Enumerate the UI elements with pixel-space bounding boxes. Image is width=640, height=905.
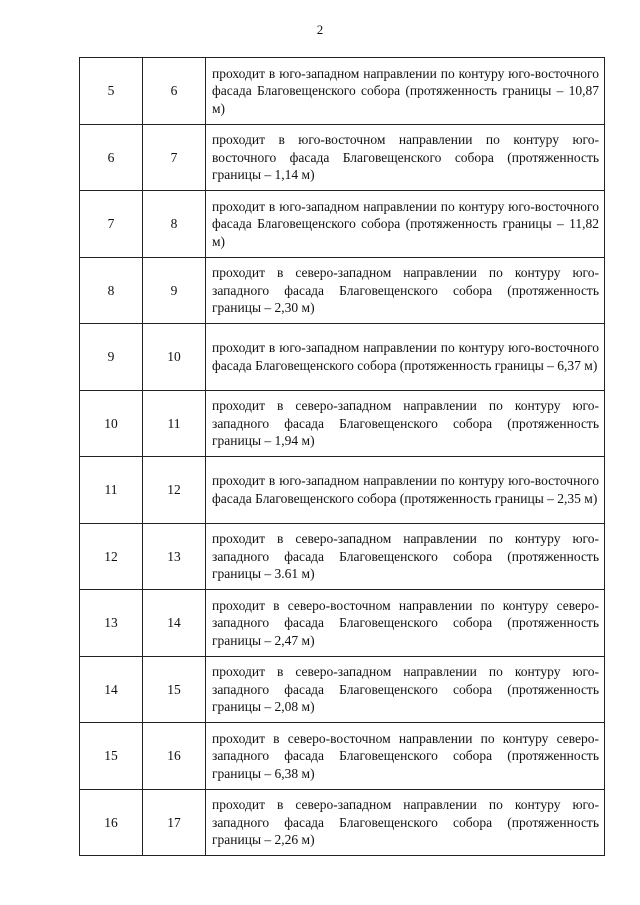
point-from: 14 (80, 656, 143, 723)
boundary-description: проходит в северо-западном направлении по контуру юго-западного фасада Благовещенского собора (протяженность границы – 2,08 м) (206, 656, 605, 723)
table-row (80, 124, 605, 191)
boundary-description: проходит в юго-западном направлении по контуру юго-восточного фасада Благовещенского собора (протяженность границы – 10,87 м) (206, 58, 605, 125)
table-body (80, 58, 605, 856)
point-from: 5 (80, 58, 143, 125)
boundary-description: проходит в юго-западном направлении по контуру юго-восточного фасада Благовещенского собора (протяженность границы – 6,37 м) (206, 324, 605, 391)
point-to: 11 (143, 390, 206, 457)
point-to: 6 (143, 58, 206, 125)
point-from: 16 (80, 789, 143, 856)
point-from: 10 (80, 390, 143, 457)
point-to: 13 (143, 523, 206, 590)
point-from: 11 (80, 457, 143, 524)
table-row (80, 324, 605, 391)
point-from: 8 (80, 257, 143, 324)
point-to: 14 (143, 590, 206, 657)
point-from: 9 (80, 324, 143, 391)
boundary-table (79, 57, 605, 856)
boundary-description: проходит в северо-западном направлении по контуру юго-западного фасада Благовещенского собора (протяженность границы – 1,94 м) (206, 390, 605, 457)
table-row (80, 390, 605, 457)
boundary-description: проходит в юго-восточном направлении по контуру юго-восточного фасада Благовещенского собора (протяженность границы – 1,14 м) (206, 124, 605, 191)
boundary-description: проходит в северо-западном направлении по контуру юго-западного фасада Благовещенского собора (протяженность границы – 2,26 м) (206, 789, 605, 856)
boundary-description: проходит в северо-западном направлении по контуру юго-западного фасада Благовещенского собора (протяженность границы – 3.61 м) (206, 523, 605, 590)
boundary-description: проходит в северо-восточном направлении по контуру северо-западного фасада Благовещенского собора (протяженность границы – 6,38 м) (206, 723, 605, 790)
point-to: 9 (143, 257, 206, 324)
table-row (80, 257, 605, 324)
boundary-description: проходит в северо-западном направлении по контуру юго-западного фасада Благовещенского собора (протяженность границы – 2,30 м) (206, 257, 605, 324)
boundary-description: проходит в юго-западном направлении по контуру юго-восточного фасада Благовещенского собора (протяженность границы – 11,82 м) (206, 191, 605, 258)
table-row (80, 656, 605, 723)
point-from: 6 (80, 124, 143, 191)
point-from: 12 (80, 523, 143, 590)
page-number: 2 (316, 22, 324, 37)
boundary-description: проходит в юго-западном направлении по контуру юго-восточного фасада Благовещенского собора (протяженность границы – 2,35 м) (206, 457, 605, 524)
point-to: 12 (143, 457, 206, 524)
boundary-description: проходит в северо-восточном направлении по контуру северо-западного фасада Благовещенского собора (протяженность границы – 2,47 м) (206, 590, 605, 657)
point-to: 10 (143, 324, 206, 391)
table-row (80, 723, 605, 790)
table-row (80, 58, 605, 125)
point-from: 7 (80, 191, 143, 258)
point-to: 17 (143, 789, 206, 856)
point-to: 7 (143, 124, 206, 191)
table-row (80, 590, 605, 657)
point-to: 16 (143, 723, 206, 790)
table-row (80, 789, 605, 856)
point-to: 15 (143, 656, 206, 723)
point-to: 8 (143, 191, 206, 258)
point-from: 13 (80, 590, 143, 657)
table-row (80, 523, 605, 590)
table-row (80, 457, 605, 524)
point-from: 15 (80, 723, 143, 790)
table-row (80, 191, 605, 258)
